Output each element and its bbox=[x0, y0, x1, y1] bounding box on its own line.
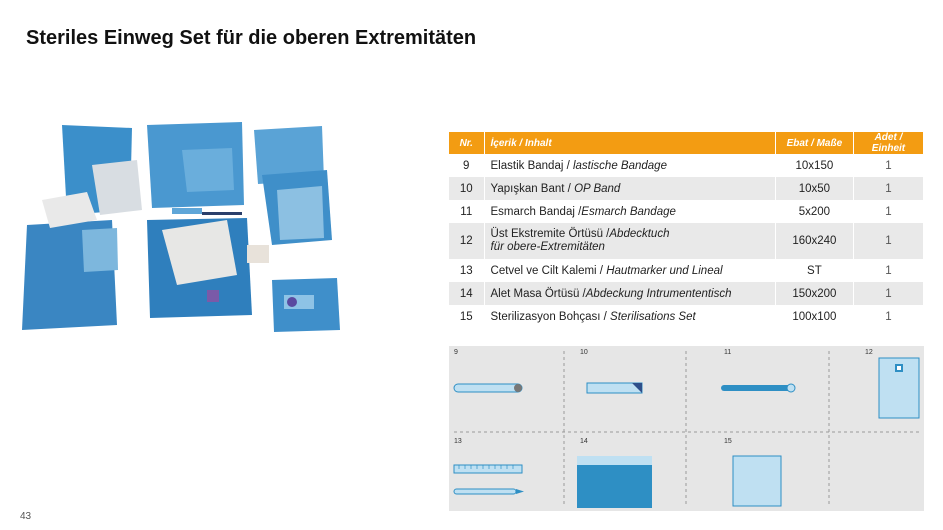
table-row bbox=[449, 154, 924, 177]
row-content-de: Esmarch Bandage bbox=[581, 205, 676, 218]
row-nr: 15 bbox=[449, 305, 484, 328]
row-content bbox=[484, 177, 775, 200]
row-qty: 1 bbox=[853, 259, 923, 282]
row-content-de: OP Band bbox=[574, 182, 621, 195]
sterilisation-wrap-icon bbox=[733, 456, 781, 506]
diagram-label-13: 13 bbox=[454, 438, 462, 445]
page-title: Steriles Einweg Set für die oberen Extremitäten bbox=[26, 27, 477, 49]
row-size: 10x50 bbox=[775, 177, 853, 200]
row-nr: 12 bbox=[449, 223, 484, 259]
row-content-de: Sterilisations Set bbox=[610, 310, 696, 323]
row-qty: 1 bbox=[853, 154, 923, 177]
row-size: 160x240 bbox=[775, 223, 853, 259]
row-size: 100x100 bbox=[775, 305, 853, 328]
diagram-label-15: 15 bbox=[724, 438, 732, 445]
row-qty: 1 bbox=[853, 282, 923, 305]
ruler-icon bbox=[454, 465, 522, 473]
row-content bbox=[484, 200, 775, 223]
row-content-de: Abdecktuch bbox=[609, 228, 670, 240]
row-size: 10x150 bbox=[775, 154, 853, 177]
header-nr: Nr. bbox=[449, 132, 484, 154]
row-content bbox=[484, 223, 775, 259]
row-nr: 9 bbox=[449, 154, 484, 177]
row-content-de: lastische Bandage bbox=[572, 159, 667, 172]
row-size: 5x200 bbox=[775, 200, 853, 223]
bandage-roll-icon bbox=[514, 384, 522, 392]
table-row bbox=[449, 200, 924, 223]
elastic-bandage-icon bbox=[454, 384, 522, 392]
table-row bbox=[449, 223, 924, 259]
row-content-de: Hautmarker und Lineal bbox=[606, 264, 723, 277]
esmarch-bandage-icon bbox=[721, 385, 791, 391]
row-content-tr: Esmarch Bandaj / bbox=[490, 205, 582, 218]
row-content-tr: Yapışkan Bant / bbox=[490, 182, 575, 195]
row-qty: 1 bbox=[853, 200, 923, 223]
diagram-label-12: 12 bbox=[865, 349, 873, 356]
table-row bbox=[449, 177, 924, 200]
row-qty: 1 bbox=[853, 223, 923, 259]
row-content-tr: Elastik Bandaj / bbox=[490, 159, 573, 172]
table-row bbox=[449, 259, 924, 282]
diagram-label-10: 10 bbox=[580, 349, 588, 356]
row-nr: 10 bbox=[449, 177, 484, 200]
table-row bbox=[449, 282, 924, 305]
row-qty: 1 bbox=[853, 177, 923, 200]
row-content bbox=[484, 282, 775, 305]
diagram-label-14: 14 bbox=[580, 438, 588, 445]
product-photo bbox=[22, 120, 342, 335]
items-diagram bbox=[449, 346, 924, 511]
row-size: ST bbox=[775, 259, 853, 282]
skin-marker-icon bbox=[454, 489, 516, 494]
row-size: 150x200 bbox=[775, 282, 853, 305]
row-content-tr: Alet Masa Örtüsü / bbox=[490, 287, 586, 300]
row-nr: 13 bbox=[449, 259, 484, 282]
header-content: İçerik / Inhalt bbox=[484, 132, 775, 154]
row-content bbox=[484, 154, 775, 177]
content-table bbox=[449, 132, 924, 328]
row-content-tr: Sterilizasyon Bohçası / bbox=[490, 310, 611, 323]
row-content bbox=[484, 305, 775, 328]
diagram-graphics bbox=[449, 346, 924, 511]
row-nr: 14 bbox=[449, 282, 484, 305]
row-qty: 1 bbox=[853, 305, 923, 328]
diagram-label-11: 11 bbox=[724, 349, 732, 356]
diagram-label-9: 9 bbox=[454, 349, 458, 356]
row-content-de: Abdeckung Intrumententisch bbox=[585, 287, 732, 300]
header-size: Ebat / Maße bbox=[775, 132, 853, 154]
page-number: 43 bbox=[20, 511, 32, 522]
table-row bbox=[449, 305, 924, 328]
row-content-tr: Üst Ekstremite Örtüsü / bbox=[490, 228, 610, 240]
row-content-de2: für obere-Extremitäten bbox=[490, 241, 605, 253]
row-content-tr: Cetvel ve Cilt Kalemi / bbox=[490, 264, 607, 277]
row-nr: 11 bbox=[449, 200, 484, 223]
header-qty: Adet / Einheit bbox=[853, 132, 923, 154]
table-header-row bbox=[449, 132, 924, 154]
row-content bbox=[484, 259, 775, 282]
